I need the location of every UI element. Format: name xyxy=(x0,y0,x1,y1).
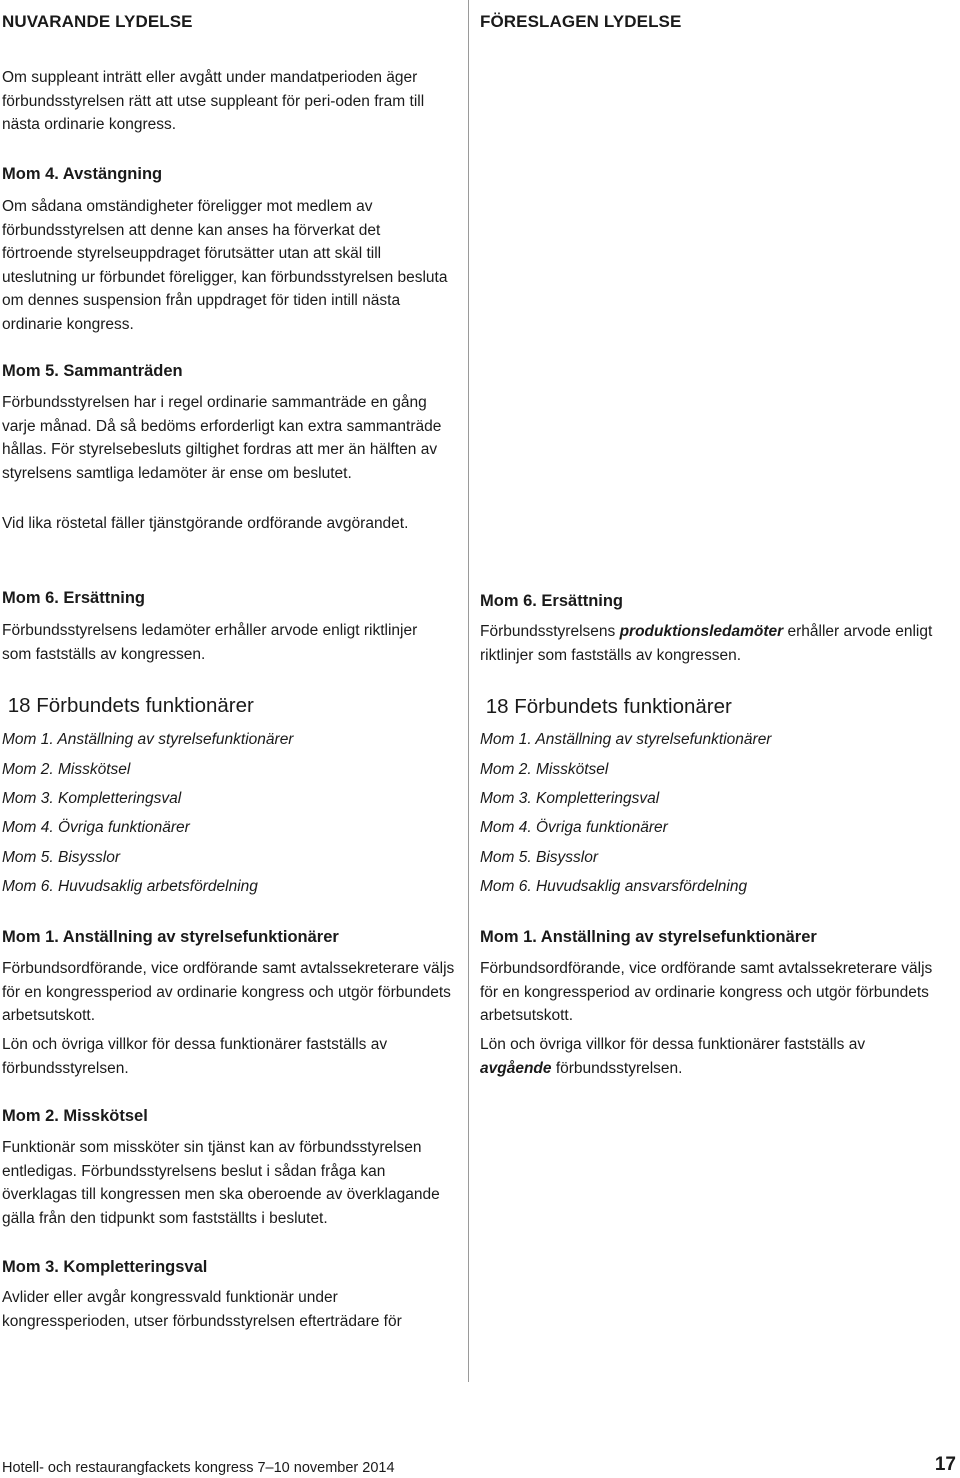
mom6-emphasis: produktionsledamöter xyxy=(619,623,784,640)
mom2-heading: Mom 2. Misskötsel xyxy=(2,1107,148,1125)
mom1-heading-proposed: Mom 1. Anställning av styrelsefunktionärer xyxy=(480,928,817,946)
footer-text: Hotell- och restaurangfackets kongress 7–10 november 2014 xyxy=(2,1460,395,1476)
toc-item-6: Mom 6. Huvudsaklig arbetsfördelning xyxy=(2,878,258,895)
mom4-heading: Mom 4. Avstängning xyxy=(2,165,163,183)
mom6-paragraph-proposed xyxy=(480,620,945,667)
mom1-text-start: Lön och övriga villkor för dessa funktionärer fastställs av xyxy=(480,1036,866,1053)
mom1-paragraph-1-proposed: Förbundsordförande, vice ordförande samt avtalssekreterare väljs för en kongressperiod av ordinarie kongress och utgör förbundets arbetsutskott. xyxy=(480,960,933,1024)
toc-item-5-proposed: Mom 5. Bisysslor xyxy=(480,849,598,866)
proposed-wording-header: FÖRESLAGEN LYDELSE xyxy=(480,12,682,31)
section-18-heading xyxy=(2,693,254,719)
current-wording-header: NUVARANDE LYDELSE xyxy=(2,12,193,31)
toc-item-6-proposed: Mom 6. Huvudsaklig ansvarsfördelning xyxy=(480,878,748,895)
toc-item-2-proposed: Mom 2. Misskötsel xyxy=(480,761,609,778)
mom3-paragraph: Avlider eller avgår kongressvald funktionär under kongressperioden, utser förbundsstyrelsen efterträdare för xyxy=(2,1289,402,1330)
toc-item-3-proposed: Mom 3. Kompletteringsval xyxy=(480,790,660,807)
mom1-paragraph-1: Förbundsordförande, vice ordförande samt avtalssekreterare väljs för en kongressperiod av ordinarie kongress och utgör förbundets arbetsutskott. xyxy=(2,960,455,1024)
mom5-paragraph-1: Förbundsstyrelsen har i regel ordinarie sammanträde en gång varje månad. Då så bedöms erforderligt kan extra sammanträde hållas. För styrelsebesluts giltighet fordras att mer än hälften av styrelsens samtliga ledamöter är ense om beslutet. xyxy=(2,394,442,482)
mom5-paragraph-2: Vid lika röstetal fäller tjänstgörande ordförande avgörandet. xyxy=(2,515,409,532)
mom2-paragraph: Funktionär som missköter sin tjänst kan av förbundsstyrelsen entledigas. Förbundsstyrelsens beslut i sådan fråga kan överklagas till kongressen men ska oberoende av överklagande gälla från den tidpunkt som fastställts i beslutet. xyxy=(2,1139,440,1227)
suppleant-paragraph: Om suppleant inträtt eller avgått under mandatperioden äger förbundsstyrelsen rätt att utse suppleant för peri-oden fram till nästa ordinarie kongress. xyxy=(2,69,425,133)
toc-item-1: Mom 1. Anställning av styrelsefunktionärer xyxy=(2,731,294,748)
toc-item-4-proposed: Mom 4. Övriga funktionärer xyxy=(480,819,668,836)
mom6-heading-proposed: Mom 6. Ersättning xyxy=(480,592,624,610)
mom6-paragraph: Förbundsstyrelsens ledamöter erhåller arvode enligt riktlinjer som fastställs av kongressen. xyxy=(2,622,418,663)
mom1-paragraph-2: Lön och övriga villkor för dessa funktionärer fastställs av förbundsstyrelsen. xyxy=(2,1036,388,1077)
section-18-title-proposed: 18 Förbundets funktionärer xyxy=(485,695,732,718)
mom6-heading: Mom 6. Ersättning xyxy=(2,589,146,607)
page-number: 17 xyxy=(934,1454,956,1475)
column-divider xyxy=(468,0,469,1382)
mom1-emphasis: avgående xyxy=(480,1059,552,1077)
toc-item-2: Mom 2. Misskötsel xyxy=(2,761,131,778)
mom3-heading: Mom 3. Kompletteringsval xyxy=(2,1258,208,1276)
section-18-title: 18 Förbundets funktionärer xyxy=(7,694,254,717)
toc-item-1-proposed: Mom 1. Anställning av styrelsefunktionärer xyxy=(480,731,772,748)
toc-item-3: Mom 3. Kompletteringsval xyxy=(2,790,182,807)
mom1-heading: Mom 1. Anställning av styrelsefunktionärer xyxy=(2,928,339,946)
mom5-heading: Mom 5. Sammanträden xyxy=(2,362,183,380)
section-18-heading-proposed xyxy=(480,694,732,720)
mom6-text-end: erhåller arvode enligt riktlinjer som fastställs av kongressen. xyxy=(480,623,933,664)
toc-item-5: Mom 5. Bisysslor xyxy=(2,849,120,866)
mom4-paragraph: Om sådana omständigheter föreligger mot medlem av förbundsstyrelsen att denne kan anses ha förverkat det förtroende styrelseuppdraget förutsätter utan att skäl till uteslutning ur förbundet föreligger, kan förbundsstyrelsen besluta om dennes suspension från uppdraget för tiden intill nästa ordinarie kongress. xyxy=(2,198,448,333)
mom6-text-start: Förbundsstyrelsens xyxy=(480,623,620,640)
mom1-paragraph-2-proposed xyxy=(480,1033,920,1080)
mom1-text-end: förbundsstyrelsen. xyxy=(551,1059,683,1077)
toc-item-4: Mom 4. Övriga funktionärer xyxy=(2,819,190,836)
